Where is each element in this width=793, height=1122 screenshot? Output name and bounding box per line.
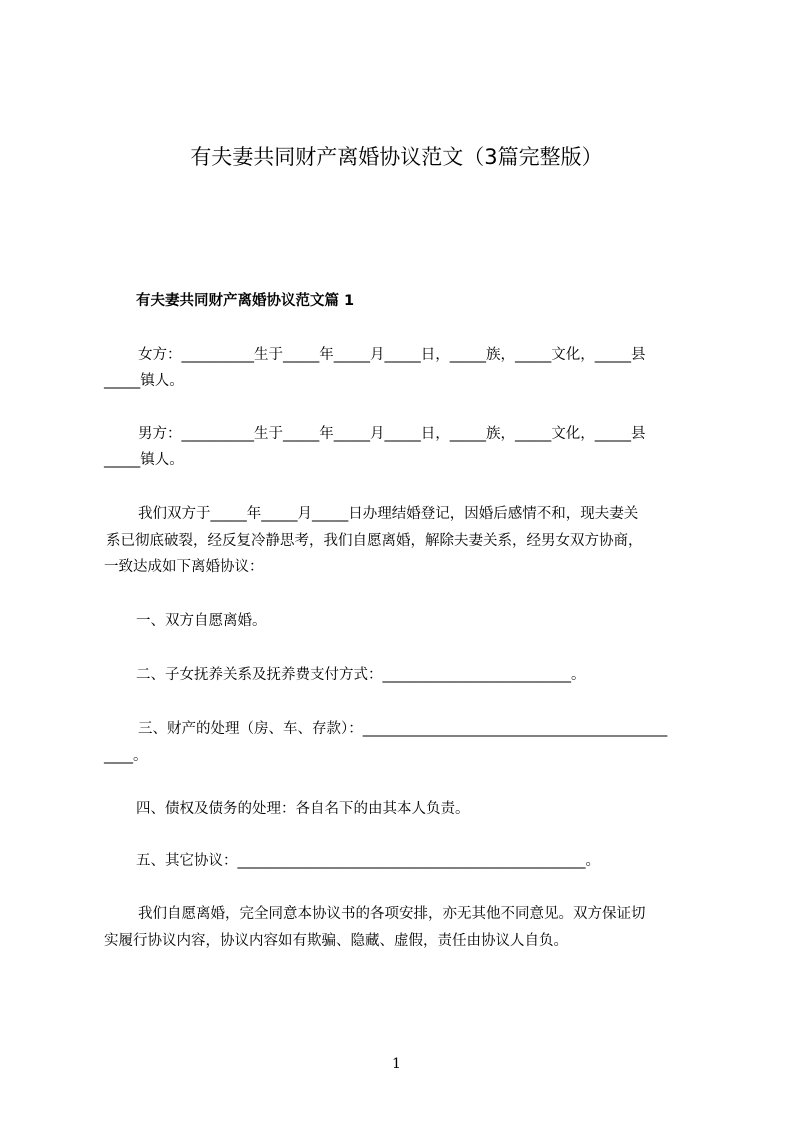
closing-paragraph-line: 实履行协议内容，协议内容如有欺骗、隐藏、虚假，责任由协议人自负。 xyxy=(104,933,568,949)
clause-3-cont: ____。 xyxy=(104,748,148,764)
female-party-line: 女方：__________生于_____年_____月_____日，_____族，_____文化，_____县 xyxy=(138,347,646,363)
clause-5: 五、其它协议：________________________________________________。 xyxy=(136,853,600,869)
document-title: 有夫妻共同财产离婚协议范文（3篇完整版） xyxy=(190,145,603,169)
male-party-line: 男方：__________生于_____年_____月_____日，_____族，_____文化，_____县 xyxy=(138,426,646,442)
clause-3: 三、财产的处理（房、车、存款）：__________________________________________ xyxy=(138,721,668,737)
intro-paragraph-line: 一致达成如下离婚协议： xyxy=(104,559,264,575)
clause-2: 二、子女抚养关系及抚养费支付方式：__________________________。 xyxy=(136,667,586,683)
clause-1: 一、双方自愿离婚。 xyxy=(136,613,267,629)
intro-paragraph-line: 我们双方于_____年_____月_____日办理结婚登记，因婚后感情不和，现夫妻关 xyxy=(138,506,639,522)
female-party-line-cont: _____镇人。 xyxy=(104,373,184,389)
section-heading: 有夫妻共同财产离婚协议范文篇 1 xyxy=(136,293,355,309)
closing-paragraph-line: 我们自愿离婚，完全同意本协议书的各项安排，亦无其他不同意见。双方保证切 xyxy=(138,906,646,922)
clause-4: 四、债权及债务的处理：各自名下的由其本人负责。 xyxy=(136,801,470,817)
page-number: 1 xyxy=(392,1056,401,1072)
intro-paragraph-line: 系已彻底破裂，经反复冷静思考，我们自愿离婚，解除夫妻关系，经男女双方协商， xyxy=(106,533,643,549)
male-party-line-cont: _____镇人。 xyxy=(104,452,184,468)
